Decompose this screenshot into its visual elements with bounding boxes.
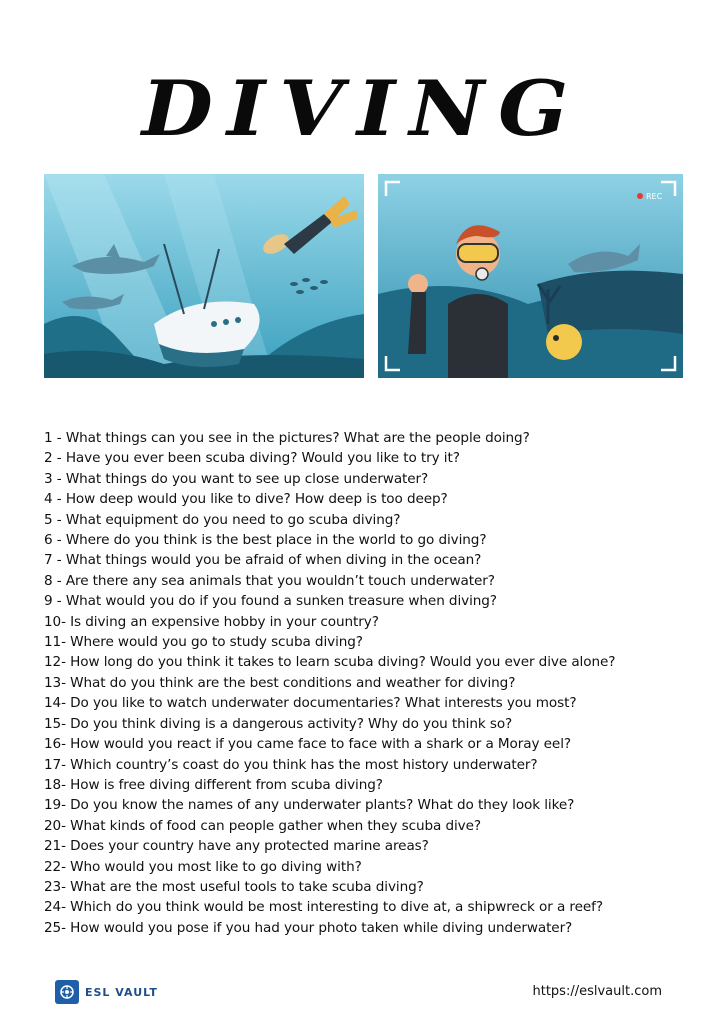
question-text: Do you think diving is a dangerous activity? Why do you think so?: [70, 715, 513, 732]
question-number: 8 -: [44, 572, 62, 589]
question-number: 21-: [44, 838, 66, 855]
question-text: How is free diving different from scuba diving?: [70, 776, 383, 793]
question-text: How would you pose if you had your photo taken while diving underwater?: [70, 919, 573, 936]
question-item: [44, 530, 694, 550]
question-text: What kinds of food can people gather when they scuba dive?: [70, 817, 481, 834]
question-item: [44, 550, 694, 570]
question-number: 12-: [44, 654, 66, 671]
question-item: [44, 428, 694, 448]
question-number: 9 -: [44, 593, 62, 610]
question-item: [44, 652, 694, 672]
question-text: Where would you go to study scuba diving?: [70, 634, 363, 651]
question-text: Which country’s coast do you think has the most history underwater?: [70, 756, 538, 773]
question-text: What are the most useful tools to take scuba diving?: [70, 878, 424, 895]
vault-icon: [55, 980, 79, 1004]
question-text: Is diving an expensive hobby in your country?: [70, 613, 379, 630]
question-number: 18-: [44, 776, 66, 793]
shipwreck-illustration: [44, 174, 364, 378]
question-number: 17-: [44, 756, 66, 773]
question-number: 25-: [44, 919, 66, 936]
question-item: [44, 632, 694, 652]
question-item: [44, 571, 694, 591]
question-number: 6 -: [44, 532, 62, 549]
question-number: 5 -: [44, 511, 62, 528]
question-text: What do you think are the best conditions and weather for diving?: [70, 674, 516, 691]
question-item: [44, 448, 694, 468]
question-text: How would you react if you came face to face with a shark or a Moray eel?: [70, 736, 571, 753]
question-text: Who would you most like to go diving with?: [70, 858, 362, 875]
question-item: [44, 918, 694, 938]
question-number: 4 -: [44, 491, 62, 508]
question-text: How deep would you like to dive? How deep is too deep?: [65, 491, 448, 508]
question-number: 24-: [44, 899, 66, 916]
question-item: [44, 693, 694, 713]
question-item: [44, 795, 694, 815]
question-item: [44, 591, 694, 611]
question-number: 23-: [44, 878, 66, 895]
question-number: 22-: [44, 858, 66, 875]
question-text: Do you know the names of any underwater plants? What do they look like?: [70, 797, 575, 814]
question-item: [44, 489, 694, 509]
rec-label: REC: [646, 192, 663, 201]
question-number: 14-: [44, 695, 66, 712]
question-number: 3 -: [44, 470, 62, 487]
question-item: [44, 714, 694, 734]
question-text: What equipment do you need to go scuba diving?: [65, 511, 401, 528]
question-item: [44, 510, 694, 530]
question-text: Does your country have any protected marine areas?: [70, 838, 429, 855]
question-item: [44, 734, 694, 754]
question-number: 2 -: [44, 450, 62, 467]
question-text: What things can you see in the pictures? What are the people doing?: [65, 430, 530, 446]
page-title: DIVING: [141, 64, 583, 154]
question-item: [44, 775, 694, 795]
question-text: Where do you think is the best place in the world to go diving?: [65, 532, 487, 549]
question-text: Are there any sea animals that you wouldn’t touch underwater?: [65, 572, 495, 589]
question-number: 16-: [44, 736, 66, 753]
question-item: [44, 836, 694, 856]
question-item: [44, 877, 694, 897]
question-list: [44, 428, 694, 938]
diver-selfie-illustration: [378, 174, 683, 378]
question-item: [44, 755, 694, 775]
question-number: 13-: [44, 674, 66, 691]
question-number: 15-: [44, 715, 66, 732]
question-number: 19-: [44, 797, 66, 814]
question-number: 10-: [44, 613, 66, 630]
question-text: How long do you think it takes to learn scuba diving? Would you ever dive alone?: [70, 654, 616, 671]
question-item: [44, 612, 694, 632]
question-number: 7 -: [44, 552, 62, 569]
question-text: Have you ever been scuba diving? Would you like to try it?: [65, 450, 460, 467]
question-item: [44, 897, 694, 917]
esl-vault-logo: [55, 980, 158, 1004]
question-text: What things do you want to see up close underwater?: [65, 470, 429, 487]
question-number: 1 -: [44, 430, 62, 446]
question-text: Do you like to watch underwater documentaries? What interests you most?: [70, 695, 577, 712]
question-text: What things would you be afraid of when diving in the ocean?: [65, 552, 482, 569]
question-item: [44, 816, 694, 836]
footer-url[interactable]: https://eslvault.com: [532, 984, 662, 999]
question-number: 11-: [44, 634, 66, 651]
question-item: [44, 469, 694, 489]
question-text: Which do you think would be most interesting to dive at, a shipwreck or a reef?: [70, 899, 603, 916]
question-number: 20-: [44, 817, 66, 834]
question-item: [44, 857, 694, 877]
question-item: [44, 673, 694, 693]
question-text: What would you do if you found a sunken treasure when diving?: [65, 593, 497, 610]
logo-text: ESL VAULT: [85, 985, 158, 999]
